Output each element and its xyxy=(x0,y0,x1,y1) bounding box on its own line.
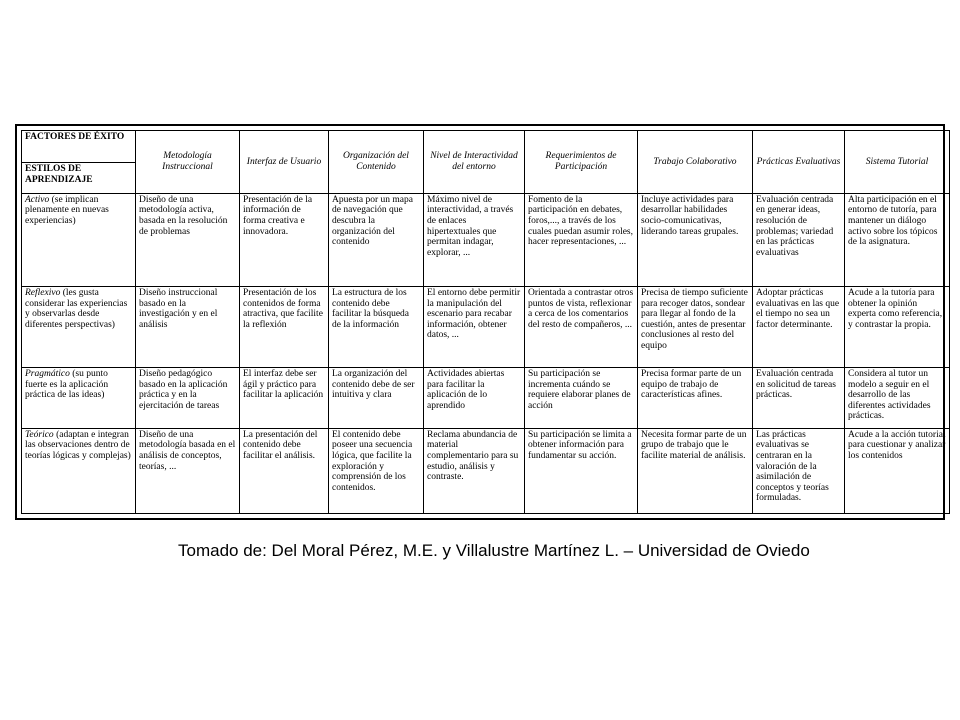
table-cell: Orientada a contrastar otros puntos de vista, reflexionar a cerca de los comentarios del resto de compañeros, ... xyxy=(525,287,638,368)
learning-style-name: Teórico xyxy=(25,429,54,440)
learning-style-cell xyxy=(22,287,136,368)
table-cell: Evaluación centrada en generar ideas, resolución de problemas; variedad en las prácticas evaluativas xyxy=(753,193,845,286)
corner-factores: FACTORES DE ÉXITO xyxy=(22,131,136,163)
table-cell: Acude a la acción tutorial para cuestionar y analizar los contenidos xyxy=(845,428,950,513)
table-cell: Incluye actividades para desarrollar habilidades socio-comunicativas, liderando tareas grupales. xyxy=(638,193,753,286)
corner-estilos: ESTILOS DE APRENDIZAJE xyxy=(22,163,136,193)
table-cell: El contenido debe poseer una secuencia lógica, que facilite la exploración y comprensión de los contenidos. xyxy=(329,428,424,513)
table-cell: Presentación de la información de forma creativa e innovadora. xyxy=(240,193,329,286)
table-row xyxy=(22,193,950,286)
table-cell: Apuesta por un mapa de navegación que descubra la organización del contenido xyxy=(329,193,424,286)
table-cell: Adoptar prácticas evaluativas en las que el tiempo no sea un factor determinante. xyxy=(753,287,845,368)
table-cell: Actividades abiertas para facilitar la aplicación de lo aprendido xyxy=(424,368,525,429)
table-body xyxy=(22,131,950,514)
table-cell: Fomento de la participación en debates, foros,..., a través de los cuales puedan asumir roles, hacer representaciones, ... xyxy=(525,193,638,286)
table-row xyxy=(22,287,950,368)
learning-style-description: (les gusta considerar las experiencias y observarlas desde diferentes perspectivas) xyxy=(25,288,128,330)
source-caption: Tomado de: Del Moral Pérez, M.E. y Villalustre Martínez L. – Universidad de Oviedo xyxy=(178,541,810,560)
table-cell: Diseño de una metodología activa, basada en la resolución de problemas xyxy=(136,193,240,286)
col-tutorial: Sistema Tutorial xyxy=(845,131,950,194)
table-cell: La presentación del contenido debe facilitar el análisis. xyxy=(240,428,329,513)
col-practicas: Prácticas Evaluativas xyxy=(753,131,845,194)
table-cell: El interfaz debe ser ágil y práctico para facilitar la aplicación xyxy=(240,368,329,429)
table-cell: Reclama abundancia de material complementario para su estudio, análisis y contraste. xyxy=(424,428,525,513)
table-cell: La estructura de los contenido debe facilitar la búsqueda de la información xyxy=(329,287,424,368)
header-row xyxy=(22,131,950,163)
col-interactividad: Nivel de Interactividad del entorno xyxy=(424,131,525,194)
col-trabajo: Trabajo Colaborativo xyxy=(638,131,753,194)
success-factors-table xyxy=(21,130,950,514)
learning-style-name: Reflexivo xyxy=(25,288,61,299)
learning-style-description: (se implican plenamente en nuevas experiencias) xyxy=(25,194,109,226)
table-cell: Diseño pedagógico basado en la aplicación práctica y en la ejercitación de tareas xyxy=(136,368,240,429)
learning-style-cell xyxy=(22,368,136,429)
table-cell: La organización del contenido debe de ser intuitiva y clara xyxy=(329,368,424,429)
table-cell: Presentación de los contenidos de forma atractiva, que facilite la reflexión xyxy=(240,287,329,368)
table-cell: Considera al tutor un modelo a seguir en el desarrollo de las diferentes actividades prácticas. xyxy=(845,368,950,429)
table-cell: Necesita formar parte de un grupo de trabajo que le facilite material de análisis. xyxy=(638,428,753,513)
learning-style-cell xyxy=(22,428,136,513)
table-frame xyxy=(15,124,945,520)
table-cell: Alta participación en el entorno de tutoría, para mantener un diálogo activo sobre los tópicos de la asignatura. xyxy=(845,193,950,286)
table-cell: Acude a la tutoría para obtener la opinión experta como referencia, y contrastar la propia. xyxy=(845,287,950,368)
learning-style-description: (su punto fuerte es la aplicación práctica de las ideas) xyxy=(25,369,109,401)
learning-style-description: (adaptan e integran las observaciones dentro de teorías lógicas y complejas) xyxy=(25,429,131,462)
table-cell: Precisa de tiempo suficiente para recoger datos, sondear para llegar al fondo de la cuestión, antes de presentar conclusiones al resto del equipo xyxy=(638,287,753,368)
col-interfaz: Interfaz de Usuario xyxy=(240,131,329,194)
table-cell: Las prácticas evaluativas se centraran en la valoración de la asimilación de conceptos y teorías formuladas. xyxy=(753,428,845,513)
table-cell: Máximo nivel de interactividad, a través de enlaces hipertextuales que permitan indagar, explorar, ... xyxy=(424,193,525,286)
table-row xyxy=(22,368,950,429)
col-requerimientos: Requerimientos de Participación xyxy=(525,131,638,194)
table-cell: El entorno debe permitir la manipulación del escenario para recabar información, obtener datos, ... xyxy=(424,287,525,368)
table-cell: Diseño instruccional basado en la investigación y en el análisis xyxy=(136,287,240,368)
table-cell: Evaluación centrada en solicitud de tareas prácticas. xyxy=(753,368,845,429)
table-row xyxy=(22,428,950,513)
learning-style-name: Activo xyxy=(25,194,50,205)
learning-style-name: Pragmático xyxy=(25,369,70,380)
table-cell: Precisa formar parte de un equipo de trabajo de características afines. xyxy=(638,368,753,429)
col-organizacion: Organización del Contenido xyxy=(329,131,424,194)
table-cell: Su participación se limita a obtener información para fundamentar su acción. xyxy=(525,428,638,513)
table-cell: Su participación se incrementa cuándo se requiere elaborar planes de acción xyxy=(525,368,638,429)
learning-style-cell xyxy=(22,193,136,286)
col-metodologia: Metodología Instruccional xyxy=(136,131,240,194)
table-cell: Diseño de una metodología basada en el análisis de conceptos, teorías, ... xyxy=(136,428,240,513)
